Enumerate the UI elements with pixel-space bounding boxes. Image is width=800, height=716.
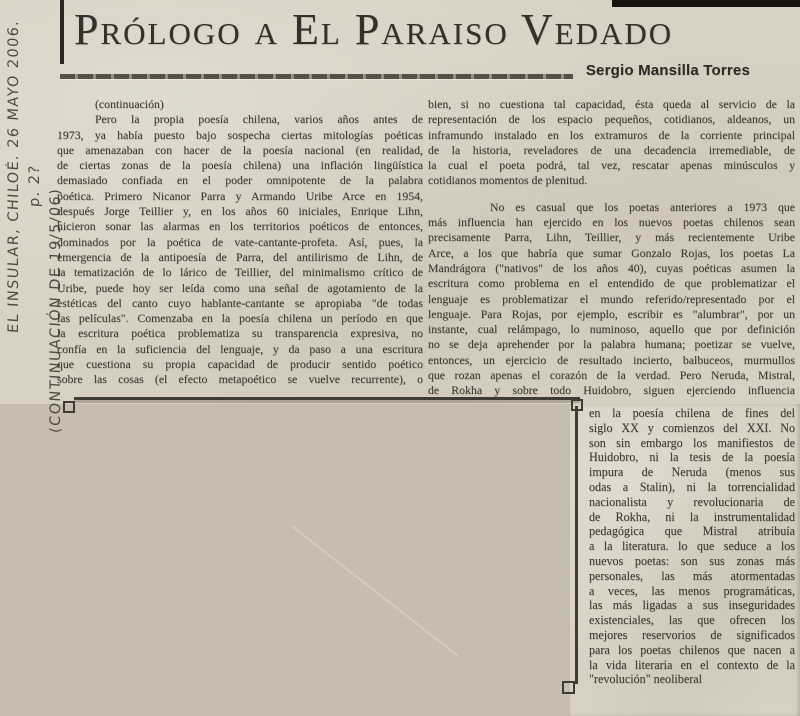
text-line: mejores reservorios de significados [589, 627, 795, 642]
text-line: instante, cual relámpago, lo numinoso, aquello que por definición [428, 322, 795, 337]
text-line: odas a Stalin), ni la torrencialidad [589, 479, 795, 494]
text-line: no se deja aprehender por la palabra humana; poetizar se vuelve, [428, 337, 795, 352]
text-line: confía en la suficiencia del lenguaje, y da paso a una escritura [57, 341, 423, 356]
article-narrow-column [589, 406, 795, 687]
article-title: Prólogo a El Paraiso Vedado [74, 5, 674, 54]
pen-square-junction [571, 399, 583, 411]
text-line: nacionalista y revolucionaria de [589, 494, 795, 509]
text-line: pedagógica que Mistral atribuía [589, 524, 795, 539]
text-line: para los poetas chilenos que nacen a [589, 642, 795, 657]
text-line: Uribe, puede hoy ser leída como una señal de agotamiento de la [57, 280, 423, 295]
text-line: lenguaje es problematizar el mundo referido/representado por el [428, 291, 795, 306]
text-line: precisamente Parra, Lihn, Teillier, y más recientemente Uribe [428, 230, 795, 245]
text-line: demasiado confiada en el poder omnipotente de la palabra [57, 173, 423, 188]
text-line: la cual el poeta podrá, tal vez, rescatar apenas minúsculos y [428, 158, 795, 173]
decorative-rule [60, 74, 573, 79]
text-line: la escritura poética problematiza su transparencia expresiva, no [57, 326, 423, 341]
text-line: de Rokha, ni la instrumentalidad [589, 509, 795, 524]
text-line: No es casual que los poetas anteriores a 1973 que [490, 199, 795, 214]
text-line: Huidobro, ni la tesis de la poesía [589, 450, 795, 465]
text-line: después Jorge Teillier y, en los años 60 iniciales, Enrique Lihn, [57, 204, 423, 219]
text-line: las películas". Comenzaba en la poesía chilena un período en que [57, 311, 423, 326]
text-line: entonces, un ejercicio de resultado incierto, balbuceos, murmullos [428, 352, 795, 367]
text-line: bien, si no cuestiona tal capacidad, ésta queda al servicio de la [428, 97, 795, 111]
margin-note-page-ref: p. 2? [27, 164, 43, 208]
text-line: existenciales, las que ofrecen los [589, 613, 795, 628]
text-line: de la historia, reveladores de una decadencia irremediable, de [428, 142, 795, 157]
text-line: Arce, a los que habría que sumar Gonzalo Rojas, los poetas La [428, 245, 795, 260]
text-line: "revolución" neoliberal [589, 672, 702, 687]
text-line: poética. Primero Nicanor Parra y Armando Uribe Arce en 1954, [57, 188, 423, 203]
text-line: representación de los espacio pequeños, cotidianos, aldeanos, un [428, 112, 795, 127]
text-line: personales, las más atormentadas [589, 568, 795, 583]
article-right-column [428, 97, 795, 399]
text-line: hicieron sonar las alarmas en los territorios poéticos de entonces, [57, 219, 423, 234]
text-line: sobre las cosas (el efecto metapoético se vuelve recurrente), o [57, 372, 423, 387]
text-line: escritura como problema en el entendido de que problematizar el [428, 276, 795, 291]
text-line: cotidianos momentos de plenitud. [428, 173, 588, 188]
text-line: a veces, las menos programáticas, [589, 583, 795, 598]
text-line: estéticas del canto cuyo hablante-cantante se apropiaba "de todas [57, 295, 423, 310]
text-line: Pero la propia poesía chilena, varios años antes de [95, 112, 423, 127]
text-line: de ciertas zonas de la poesía chilena) una inflación lingüística [57, 158, 423, 173]
text-line: dominados por la poética de vate-cantante-profeta. Así, pues, la [57, 234, 423, 249]
text-line: siglo XX y comienzos del XXI. No [589, 420, 795, 435]
pen-square-bottom [562, 681, 575, 694]
margin-note-continuation-ref: (CONTINUACIÓN DE 19/5/06) [48, 187, 64, 434]
pen-horizontal-line [74, 397, 580, 400]
text-line: emergencia de la antipoesía de Parra, del antilirismo de Lihn, de [57, 249, 423, 264]
text-line: que rozan apenas el corazón de la verdad. Pero Neruda, Mistral, [428, 368, 795, 383]
text-line: la vida literaria en el contexto de la [589, 657, 795, 672]
author-byline: Sergio Mansilla Torres [585, 62, 750, 79]
text-line: de Rokha y sobre todo Huidobro, siguen ejerciendo influencia [428, 383, 795, 398]
text-line: lenguaje. Para Rojas, por ejemplo, escribir es "alumbrar", por un [428, 306, 795, 321]
text-line: son sin embargo los manifiestos de [589, 435, 795, 450]
pen-vertical-line [575, 406, 578, 684]
text-line: Mandrágora ("nativos" de los años 40), cuyas poéticas asumen la [428, 260, 795, 275]
text-line: las más ligadas a sus inseguridades [589, 598, 795, 613]
article-left-column [57, 97, 423, 388]
scan-crease-mark [292, 526, 459, 657]
margin-note-source: EL INSULAR, CHILOÉ. 26 MAYO 2006. [6, 19, 22, 334]
text-line: nuevos poetas: son sus zonas más [589, 553, 795, 568]
text-line: la tematización de lo lárico de Teillier, del minimalismo crítico de [57, 265, 423, 280]
pen-square-left [63, 401, 75, 413]
text-line: (continuación) [95, 97, 164, 111]
text-line: que cuestiona su propia capacidad de producir sentido poético [57, 357, 423, 372]
text-line: 1973, ya había puesto bajo sospecha ciertas mitologías poéticas [57, 127, 423, 142]
text-line: impura de Neruda (menos sus [589, 465, 795, 480]
text-line: en la poesía chilena de fines del [589, 406, 795, 420]
text-line: que amenazaban con hacer de la poesía nacional (en realidad, [57, 142, 423, 157]
text-line: más influencia han ejercido en los nuevos poetas chilenos sean [428, 215, 795, 230]
text-line: a la literatura. lo que seduce a los [589, 539, 795, 554]
text-line: inframundo instalado en los extramuros de la corriente principal [428, 127, 795, 142]
